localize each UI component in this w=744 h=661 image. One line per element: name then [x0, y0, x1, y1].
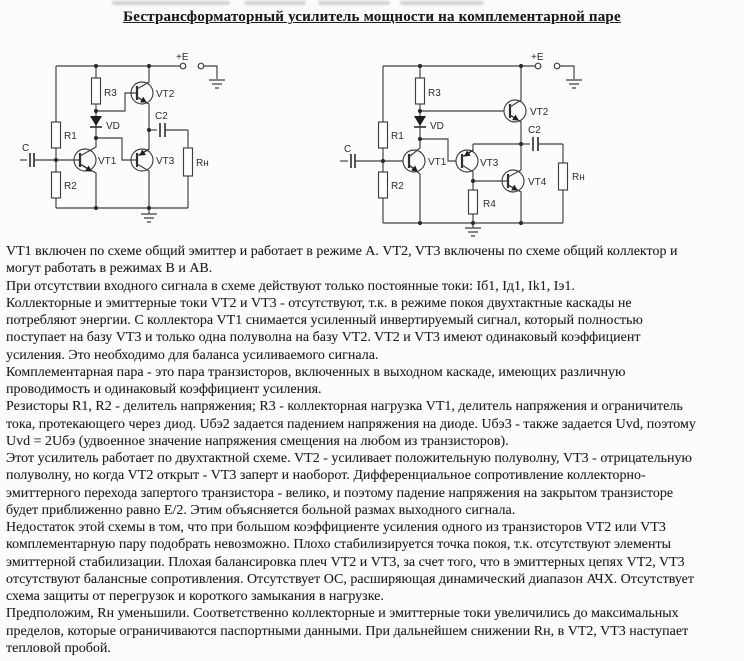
label-r4: R4	[483, 199, 496, 210]
left-schematic	[20, 52, 225, 222]
label-vt2: VT2	[530, 107, 549, 118]
load-resistor	[184, 148, 209, 176]
text-line: Комплементарная пара - это пара транзисторов, включенных в выходном каскаде, имеющих различную	[6, 364, 626, 380]
label-vt3: VT3	[480, 158, 499, 169]
ground-icon	[554, 63, 582, 88]
right-schematic	[340, 52, 585, 236]
label-vd: VD	[106, 121, 120, 132]
label-vt3: VT3	[156, 156, 175, 167]
text-line: эмиттерной стабилизации. Плохая балансировка плеч VT2 и VT3, за счет того, что в эмиттерных цепях VT2, VT3	[6, 554, 685, 570]
resistor-r1	[379, 122, 405, 148]
label-vt1: VT1	[98, 156, 117, 167]
capacitor-c2	[155, 111, 168, 137]
ground-icon	[141, 208, 157, 222]
schematics-figure	[0, 0, 744, 250]
text-line: поступает на базу VT3 и только одна полуволна на базу VT2. VT2 и VT3 имеют одинаковый коэффициент	[6, 330, 641, 346]
label-r3: R3	[104, 88, 117, 99]
resistor-r1	[52, 122, 78, 148]
text-line: усиления. Это необходимо для баланса усиливаемого сигнала.	[6, 347, 379, 363]
transistor-vt2	[131, 66, 175, 130]
label-rn: Rн	[572, 172, 585, 183]
text-line: эмиттерного перехода запертого транзистора - велико, и поэтому падение напряжения на закрытом транзисторе	[6, 485, 674, 501]
text-line: комплементарную пару подобрать невозможно. Плохо стабилизируется точка покоя, т.к. отсутствуют элементы	[6, 537, 672, 553]
transistor-vt2	[504, 66, 549, 144]
label-vt4: VT4	[528, 177, 547, 188]
text-line: тепловой пробой.	[6, 640, 111, 656]
text-line: могут работать в режимах В и АВ.	[6, 261, 213, 277]
text-line: VT1 включен по схеме общий эмиттер и работает в режиме А. VT2, VT3 включены по схеме общий коллектор и	[6, 244, 678, 259]
label-r1: R1	[64, 131, 77, 142]
text-line: потребляют энергии. С коллектора VT1 снимается усиленный инвертируемый сигнал, который полностью	[6, 313, 643, 328]
label-vt2: VT2	[156, 89, 175, 100]
label-c: C	[22, 143, 30, 154]
body-text	[6, 243, 740, 657]
transistor-vt1	[74, 138, 117, 208]
transistor-vt1	[403, 139, 447, 223]
text-line: схема защиты от перегрузок и короткого замыкания в нагрузке.	[6, 589, 384, 604]
wires	[340, 66, 563, 223]
capacitor-c2	[528, 125, 541, 151]
transistor-vt4	[502, 144, 547, 223]
ground-icon	[198, 63, 225, 88]
label-r2: R2	[64, 181, 77, 192]
diode-vd	[90, 116, 120, 132]
text-line: Резисторы R1, R2 - делитель напряжения; R3 - коллекторная нагрузка VT1, делитель напряжения и ограничитель	[6, 399, 683, 415]
capacitor-c-input	[22, 143, 34, 167]
label-r3: R3	[428, 88, 441, 99]
label-c2: C2	[155, 111, 168, 122]
resistor-r3	[416, 78, 442, 104]
transistor-vt3	[456, 144, 499, 181]
supply-label: +E	[531, 52, 544, 63]
capacitor-c-input	[344, 144, 355, 168]
label-r2: R2	[391, 181, 404, 192]
document-title: Бестрансформаторный усилитель мощности на комплементарной паре	[123, 9, 621, 25]
resistor-r4	[469, 190, 497, 214]
text-line: тока, протекающего через диод. Uбэ2 задается падением напряжения на диоде. Uбэ3 - также задается Uvd, поэтому	[6, 416, 696, 432]
load-resistor	[559, 163, 585, 190]
label-vd: VD	[430, 121, 444, 132]
text-line: пределов, которые ограничиваются паспортными данными. При дальнейшем снижении Rн, в VT2, VT3 наступает	[6, 623, 689, 639]
text-line: полуволну, но когда VT2 открыт - VT3 заперт и наоборот. Дифференциальное сопротивление коллекторно-	[6, 468, 646, 484]
text-line: будет приближенно равно Е/2. Этим объясняется больной размах выходного сигнала.	[6, 502, 516, 518]
text-line: При отсутствии входного сигнала в схеме действуют только постоянные токи: Iб1, Iд1, Ik1, Iэ1.	[6, 278, 575, 294]
supply-label: +E	[176, 52, 189, 63]
text-line: Предположим, Rн уменьшили. Соответственно коллекторные и эмиттерные токи увеличились до максимальных	[6, 606, 679, 622]
text-line: проводимость и одинаковый коэффициент усиления.	[6, 382, 322, 397]
label-vt1: VT1	[428, 157, 447, 168]
text-line: Uvd = 2Uбэ (удвоенное значение напряжения смещения на любом из транзисторов).	[6, 433, 509, 449]
resistor-r2	[379, 172, 405, 198]
label-c: C	[344, 144, 352, 155]
label-c2: C2	[528, 125, 541, 136]
text-line: Этот усилитель работает по двухтактной схеме. VT2 - усиливает положительную полуволну, VT3 - отрицательную	[6, 451, 692, 466]
text-line: Недостаток этой схемы в том, что при большом коэффициенте усиления одного из транзисторов VT2 или VT3	[6, 520, 666, 535]
transistor-vt3	[131, 130, 175, 208]
label-rn: Rн	[196, 158, 209, 169]
resistor-r3	[92, 78, 118, 104]
diode-vd	[414, 116, 444, 132]
label-r1: R1	[391, 131, 404, 142]
resistor-r2	[52, 172, 78, 198]
text-line: отсутствуют балансные сопротивления. Отсутствует ОС, расширяющая динамический диапазон АЧХ. Отсутствует	[6, 571, 695, 587]
text-line: Коллекторные и эмиттерные токи VT2 и VT3 - отсутствуют, т.к. в режиме покоя двухтактные каскады не	[6, 295, 632, 311]
